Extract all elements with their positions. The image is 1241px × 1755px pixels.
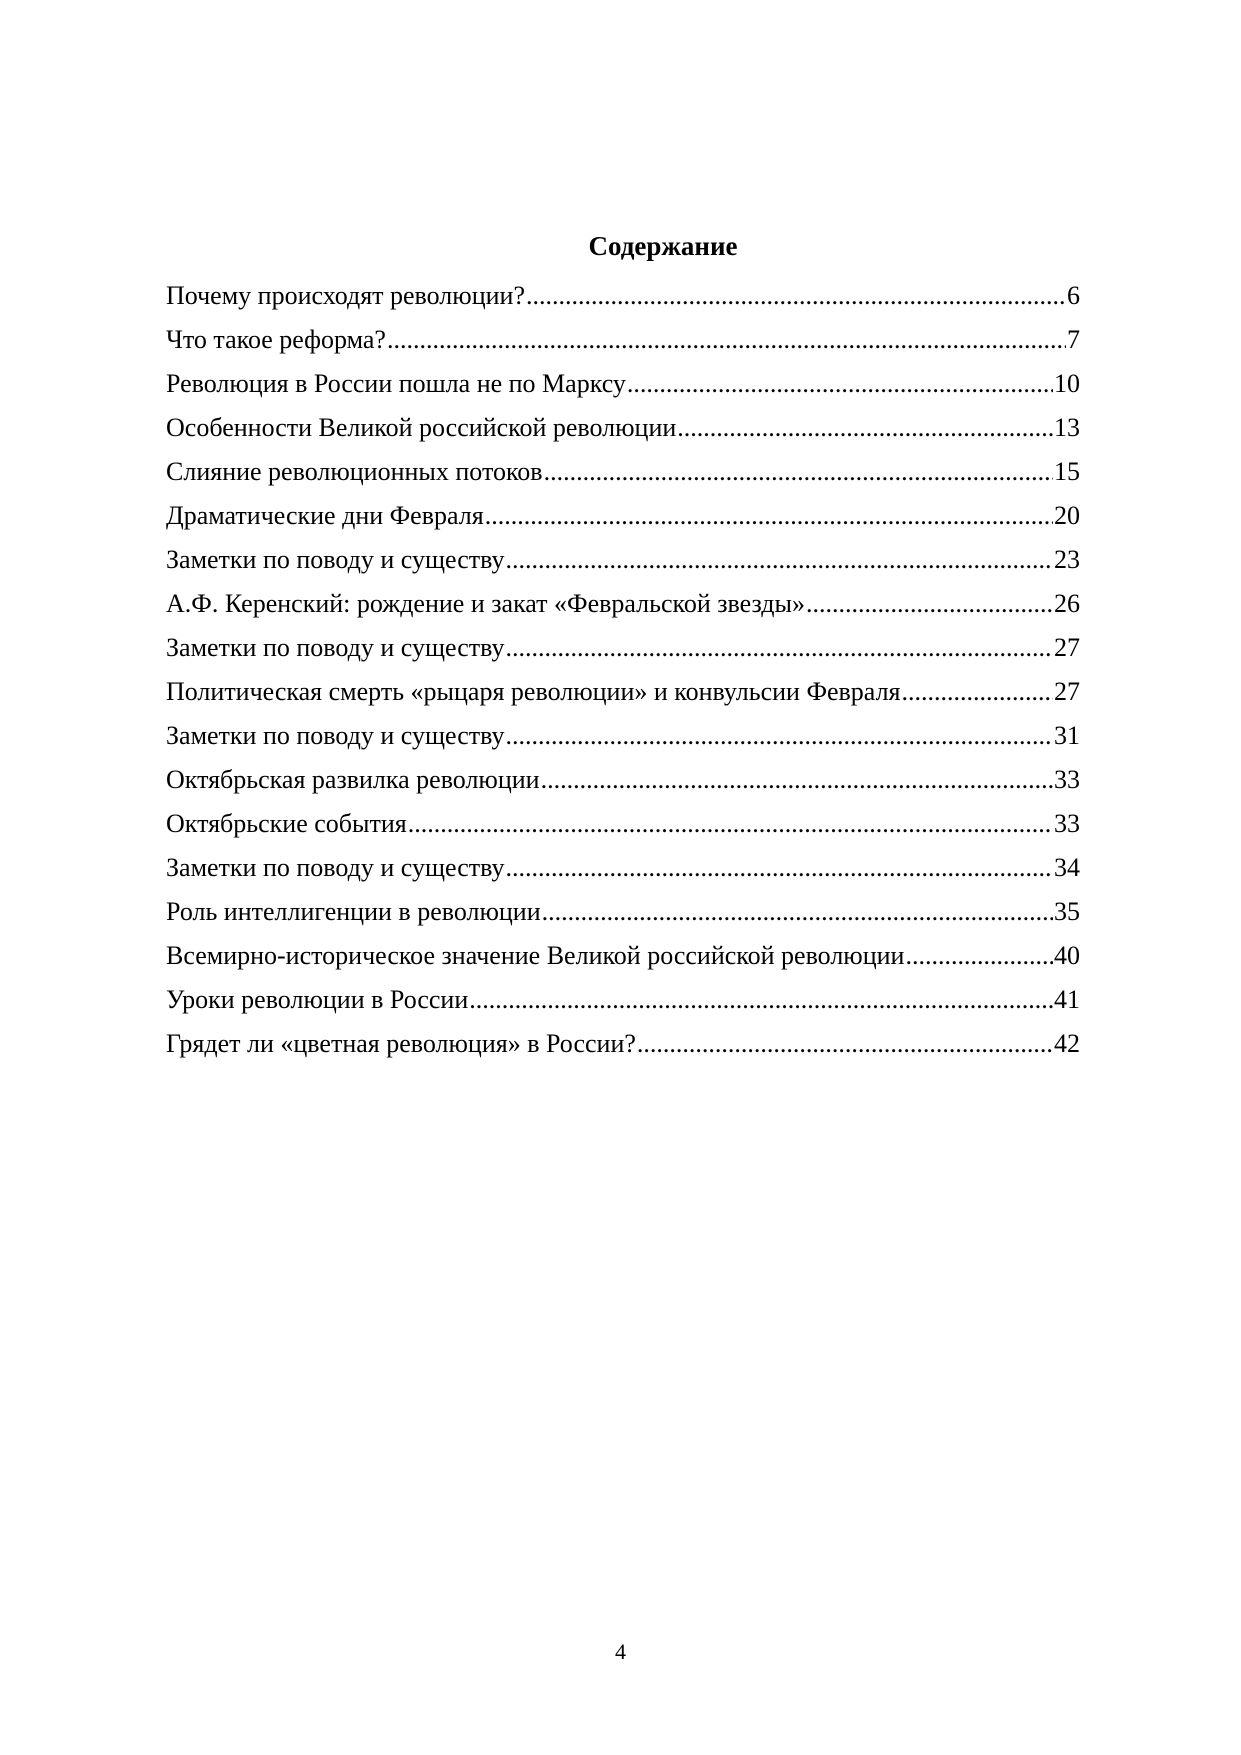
toc-entry (166, 362, 1080, 406)
toc-entry-title: Уроки революции в России (166, 985, 469, 1014)
toc-entry (166, 274, 1080, 318)
toc-entry-page: 31 (1054, 721, 1080, 750)
toc-entry-page: 26 (1054, 589, 1080, 618)
toc-entry (166, 494, 1080, 538)
toc-entry-title: Почему происходят революции? (166, 281, 525, 310)
table-of-contents (166, 274, 1080, 1066)
toc-dot-leader (902, 670, 1053, 714)
toc-entry-title: Всемирно-историческое значение Великой российской революции (166, 941, 905, 970)
toc-entry-title: Заметки по поводу и существу (166, 545, 505, 574)
toc-entry (166, 406, 1080, 450)
toc-entry-title: Роль интеллигенции в революции (166, 897, 541, 926)
toc-entry (166, 890, 1080, 934)
toc-dot-leader (541, 758, 1053, 802)
toc-entry-page: 27 (1054, 677, 1080, 706)
toc-entry-page: 40 (1054, 941, 1080, 970)
toc-dot-leader (505, 538, 1053, 582)
toc-dot-leader (408, 802, 1053, 846)
toc-entry-page: 42 (1054, 1029, 1080, 1058)
toc-entry-title: Заметки по поводу и существу (166, 633, 505, 662)
toc-entry (166, 802, 1080, 846)
toc-dot-leader (505, 714, 1053, 758)
toc-entry-title: Октябрьские события (166, 809, 407, 838)
toc-entry (166, 846, 1080, 890)
toc-dot-leader (387, 318, 1066, 362)
toc-entry-page: 35 (1054, 897, 1080, 926)
toc-entry-page: 7 (1067, 325, 1080, 354)
toc-entry-page: 34 (1054, 853, 1080, 882)
toc-dot-leader (905, 934, 1053, 978)
toc-entry-title: А.Ф. Керенский: рождение и закат «Февральской звезды» (166, 589, 806, 618)
toc-dot-leader (485, 494, 1053, 538)
toc-entry (166, 714, 1080, 758)
toc-entry-title: Что такое реформа? (166, 325, 386, 354)
page-number: 4 (615, 1639, 626, 1664)
toc-entry (166, 582, 1080, 626)
toc-entry-page: 13 (1054, 413, 1080, 442)
toc-entry-title: Слияние революционных потоков (166, 457, 543, 486)
toc-entry (166, 934, 1080, 978)
toc-entry (166, 318, 1080, 362)
toc-entry-page: 33 (1054, 809, 1080, 838)
toc-entry-page: 15 (1054, 457, 1080, 486)
toc-dot-leader (469, 978, 1053, 1022)
toc-entry-page: 10 (1054, 369, 1080, 398)
toc-entry-page: 20 (1054, 501, 1080, 530)
toc-dot-leader (542, 890, 1053, 934)
toc-entry-title: Заметки по поводу и существу (166, 721, 505, 750)
toc-entry-page: 41 (1054, 985, 1080, 1014)
toc-heading: Содержание (588, 231, 738, 261)
toc-entry-page: 27 (1054, 633, 1080, 662)
toc-dot-leader (627, 362, 1053, 406)
toc-entry-title: Политическая смерть «рыцаря революции» и конвульсии Февраля (166, 677, 901, 706)
toc-dot-leader (544, 450, 1053, 494)
toc-entry-page: 23 (1054, 545, 1080, 574)
toc-dot-leader (526, 274, 1066, 318)
toc-entry (166, 670, 1080, 714)
toc-entry-title: Особенности Великой российской революции (166, 413, 677, 442)
toc-entry (166, 1022, 1080, 1066)
toc-dot-leader (677, 406, 1053, 450)
toc-entry (166, 758, 1080, 802)
toc-entry-title: Драматические дни Февраля (166, 501, 484, 530)
toc-entry (166, 978, 1080, 1022)
toc-entry-title: Революция в России пошла не по Марксу (166, 369, 626, 398)
toc-entry-title: Грядет ли «цветная революция» в России? (166, 1029, 636, 1058)
toc-entry-title: Октябрьская развилка революции (166, 765, 540, 794)
toc-entry (166, 450, 1080, 494)
toc-entry-page: 6 (1067, 281, 1080, 310)
toc-dot-leader (637, 1022, 1053, 1066)
toc-entry-title: Заметки по поводу и существу (166, 853, 505, 882)
toc-dot-leader (505, 846, 1053, 890)
toc-entry (166, 626, 1080, 670)
toc-dot-leader (806, 582, 1053, 626)
toc-entry-page: 33 (1054, 765, 1080, 794)
toc-entry (166, 538, 1080, 582)
toc-dot-leader (505, 626, 1053, 670)
